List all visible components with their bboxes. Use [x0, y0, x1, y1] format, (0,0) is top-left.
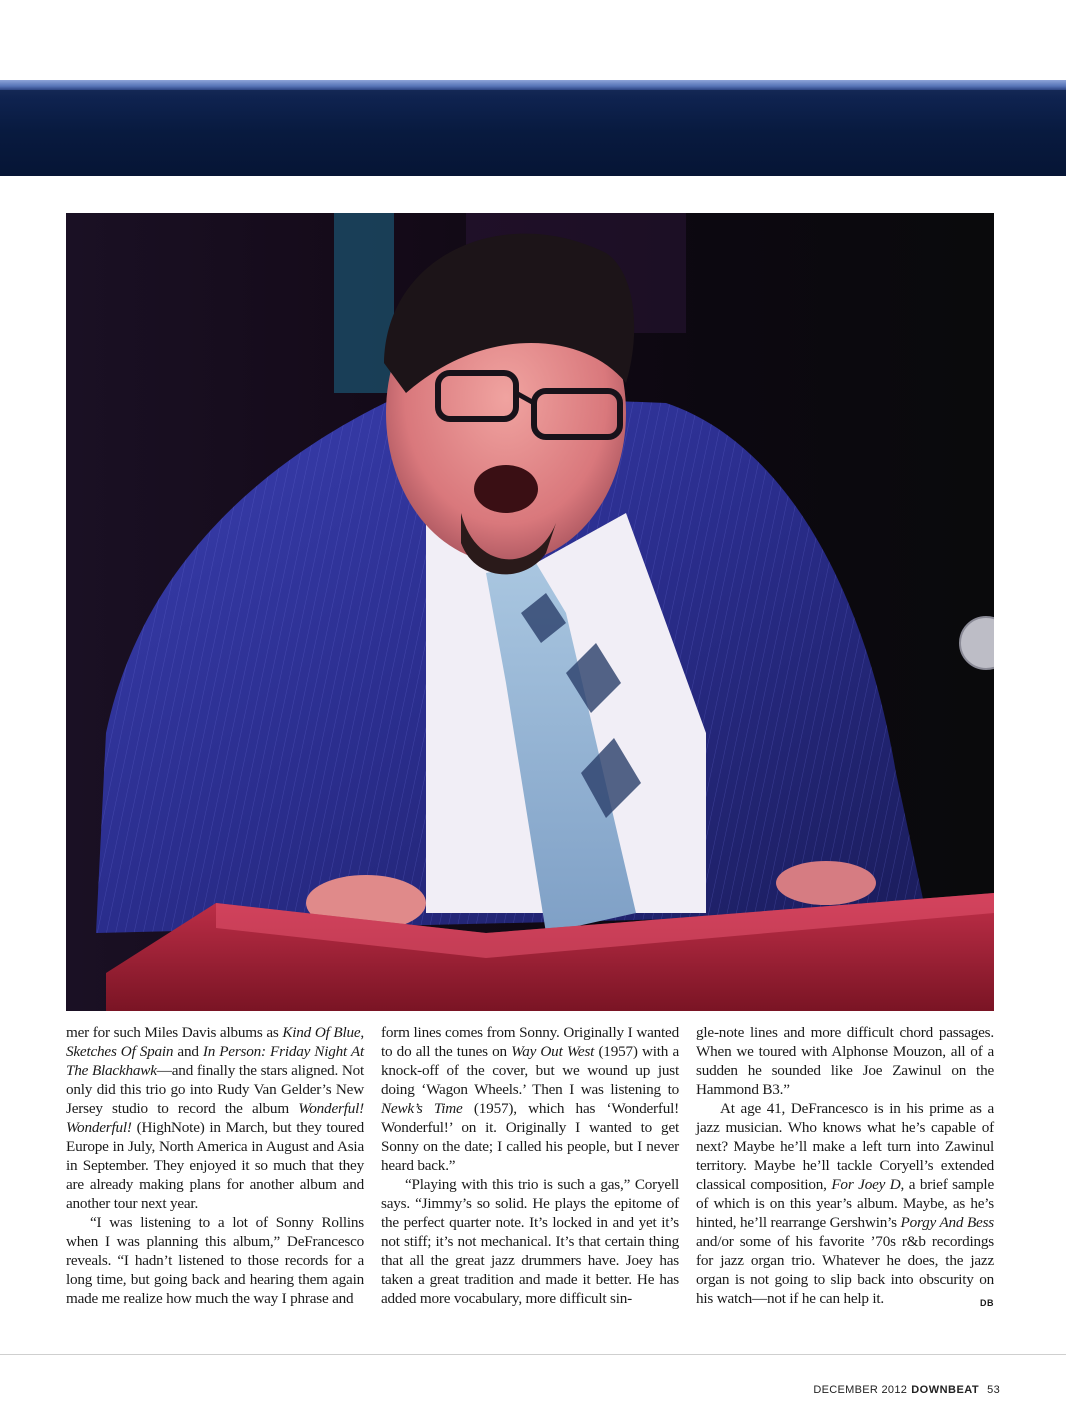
text-run: “I was listening to a lot of Sonny Rollins when I was planning this album,” DeFrancesco reveals. “I hadn’t listened to those records for a long time, but going back and hearing them again made me realize how much the way I phrase and — [66, 1214, 364, 1307]
article-paragraph — [381, 1023, 679, 1175]
article-paragraph — [381, 1175, 679, 1308]
italic-title: Porgy And Bess — [900, 1214, 994, 1231]
text-run: (HighNote) in March, but they toured Europe in July, North America in August and Asia in September. They enjoyed it so much that they are already making plans for another album and another tour next year. — [66, 1119, 364, 1212]
article-paragraph — [696, 1023, 994, 1099]
text-run: At age 41, DeFrancesco is in his prime as a jazz musician. Who knows what he’s capable of next? Maybe he’ll make a left turn into Zawinul territory. Maybe he’ll tackle Coryell’s extended classical composition, — [696, 1100, 994, 1193]
end-of-article-mark: DB — [980, 1298, 994, 1308]
text-column-1 — [66, 1023, 364, 1308]
text-run: “Playing with this trio is such a gas,” Coryell says. “Jimmy’s so solid. He plays the epitome of the perfect quarter note. It’s locked in and yet it’s not stiff; it’s not mechanical. It’s that certain thing that all the great jazz drummers have. Joey has taken a great tradition and made it better. He has added more vocabulary, more difficult sin- — [381, 1176, 679, 1307]
italic-title: Sketches Of Spain — [66, 1043, 174, 1060]
text-run: —and finally the stars aligned. Not only did this trio go into Rudy Van Gelder’s New Jersey studio to record the album — [66, 1062, 365, 1117]
text-run: , a brief sample of which is on this year’s album. Maybe, as he’s hinted, he’ll rearrange Gershwin’s — [696, 1176, 994, 1231]
article-paragraph — [66, 1213, 364, 1308]
text-column-3 — [696, 1023, 994, 1313]
page-number: 53 — [987, 1384, 1000, 1396]
italic-title: Way Out West — [511, 1043, 595, 1060]
article-paragraph — [66, 1023, 364, 1213]
text-run: form lines comes from Sonny. Originally I wanted to do all the tunes on — [381, 1024, 679, 1060]
footer-rule — [0, 1354, 1066, 1355]
footer-magazine-name: DOWNBEAT — [911, 1384, 980, 1396]
text-run: mer for such Miles Davis albums as — [66, 1024, 283, 1041]
text-run: (1957) with a knock-off of the cover, but we wound up just doing ‘Wagon Wheels.’ Then I was listening to — [381, 1043, 680, 1098]
italic-title: In Person: Friday Night At The Blackhawk — [66, 1043, 364, 1079]
text-column-2 — [381, 1023, 679, 1308]
header-highlight-stripe — [0, 80, 1066, 90]
organist-illustration — [66, 213, 994, 1011]
text-run: gle-note lines and more difficult chord passages. When we toured with Alphonse Mouzon, all of a sudden he sounded like Joe Zawinul on the Hammond B3.” — [696, 1024, 994, 1098]
page-footer — [813, 1384, 1000, 1396]
italic-title: For Joey D — [831, 1176, 901, 1193]
concert-photo — [66, 213, 994, 1011]
article-paragraph — [696, 1099, 994, 1308]
text-run: (1957), which has ‘Wonderful! Wonderful!’ on it. Originally I wanted to get Sonny on the date; I called his people, but I never heard back.” — [381, 1100, 679, 1174]
text-run: and/or some of his favorite ’70s r&b recordings for jazz organ trio. Whatever he does, the jazz organ is not going to slip back into obscurity on his watch—not if he can help it. — [696, 1233, 994, 1307]
italic-title: Wonderful! Wonderful! — [66, 1100, 364, 1136]
text-run: , — [360, 1024, 365, 1041]
header-color-band — [0, 80, 1066, 176]
text-run: and — [173, 1043, 203, 1060]
italic-title: Kind Of Blue — [282, 1024, 361, 1041]
italic-title: Newk’s Time — [381, 1100, 463, 1117]
footer-issue-date: DECEMBER 2012 — [813, 1384, 908, 1396]
